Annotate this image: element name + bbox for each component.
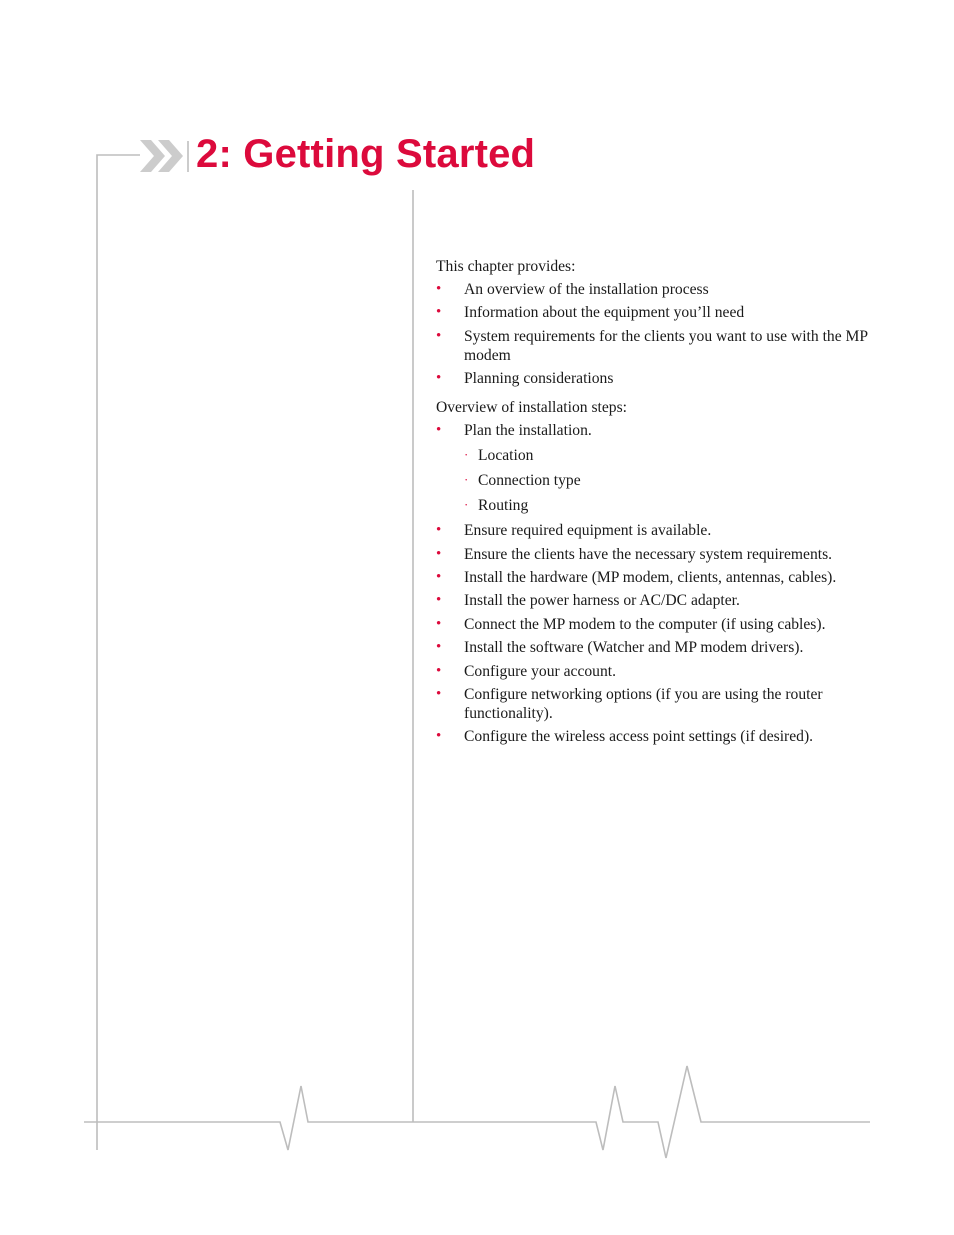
sub-bullet-icon: · (464, 447, 469, 463)
list-item-text: Information about the equipment you’ll need (464, 304, 745, 322)
bullet-icon: • (436, 615, 442, 632)
sub-list-item (464, 471, 876, 490)
list-item (436, 615, 876, 634)
bullet-icon: • (436, 728, 442, 745)
bullet-icon: • (436, 545, 442, 562)
intro-text: This chapter provides: (436, 258, 576, 275)
list-item (436, 327, 876, 365)
sub-list-item-text: Connection type (478, 472, 581, 490)
plan-sub-list (464, 446, 876, 515)
top-left-frame-rule (97, 155, 140, 1150)
list-item-text: Install the hardware (MP modem, clients, antennas, cables). (464, 568, 837, 586)
list-item-text: Configure your account. (464, 662, 616, 680)
list-item-text: Configure networking options (if you are using the router functionality). (464, 685, 823, 722)
steps-intro-text: Overview of installation steps: (436, 399, 627, 417)
bullet-icon: • (436, 370, 442, 387)
list-item-text: Ensure the clients have the necessary system requirements. (464, 545, 833, 563)
list-item (436, 545, 876, 564)
installation-steps-list (436, 421, 876, 746)
list-item (436, 421, 876, 515)
sub-list-item (464, 496, 876, 515)
bullet-icon: • (436, 685, 442, 702)
list-item-text: Connect the MP modem to the computer (if using cables). (464, 615, 826, 633)
list-item (436, 685, 876, 723)
list-item-text: System requirements for the clients you want to use with the MP modem (464, 327, 868, 364)
bullet-icon: • (436, 281, 442, 297)
chapter-content (436, 256, 876, 751)
sub-bullet-icon: · (464, 472, 469, 488)
list-item-text: Planning considerations (464, 370, 614, 388)
bottom-wave-rule (84, 1066, 870, 1158)
bullet-icon: • (436, 662, 442, 679)
chapter-provides-list (436, 280, 876, 388)
bullet-icon: • (436, 422, 442, 439)
list-item (436, 662, 876, 681)
list-item-text: Plan the installation. (464, 422, 592, 440)
bullet-icon: • (436, 327, 442, 344)
sub-bullet-icon: · (464, 497, 469, 513)
bullet-icon: • (436, 568, 442, 585)
list-item (436, 727, 876, 746)
list-item-text: Install the software (Watcher and MP modem drivers). (464, 639, 804, 657)
bullet-icon: • (436, 639, 442, 656)
double-chevron-icon (140, 140, 189, 172)
list-item-text: Install the power harness or AC/DC adapter. (464, 592, 740, 610)
list-item (436, 303, 876, 322)
list-item (436, 568, 876, 587)
bullet-icon: • (436, 522, 442, 539)
bullet-icon: • (436, 304, 442, 321)
bullet-icon: • (436, 592, 442, 609)
list-item (436, 521, 876, 540)
list-item (436, 638, 876, 657)
list-item-text: Ensure required equipment is available. (464, 522, 712, 540)
list-item (436, 591, 876, 610)
sub-list-item (464, 446, 876, 465)
list-item (436, 369, 876, 388)
list-item-text: Configure the wireless access point settings (if desired). (464, 728, 814, 746)
chapter-title: 2: Getting Started (196, 132, 536, 176)
list-item (436, 280, 876, 299)
sub-list-item-text: Location (478, 447, 534, 465)
sub-list-item-text: Routing (478, 497, 529, 515)
list-item-text: An overview of the installation process (464, 281, 709, 298)
